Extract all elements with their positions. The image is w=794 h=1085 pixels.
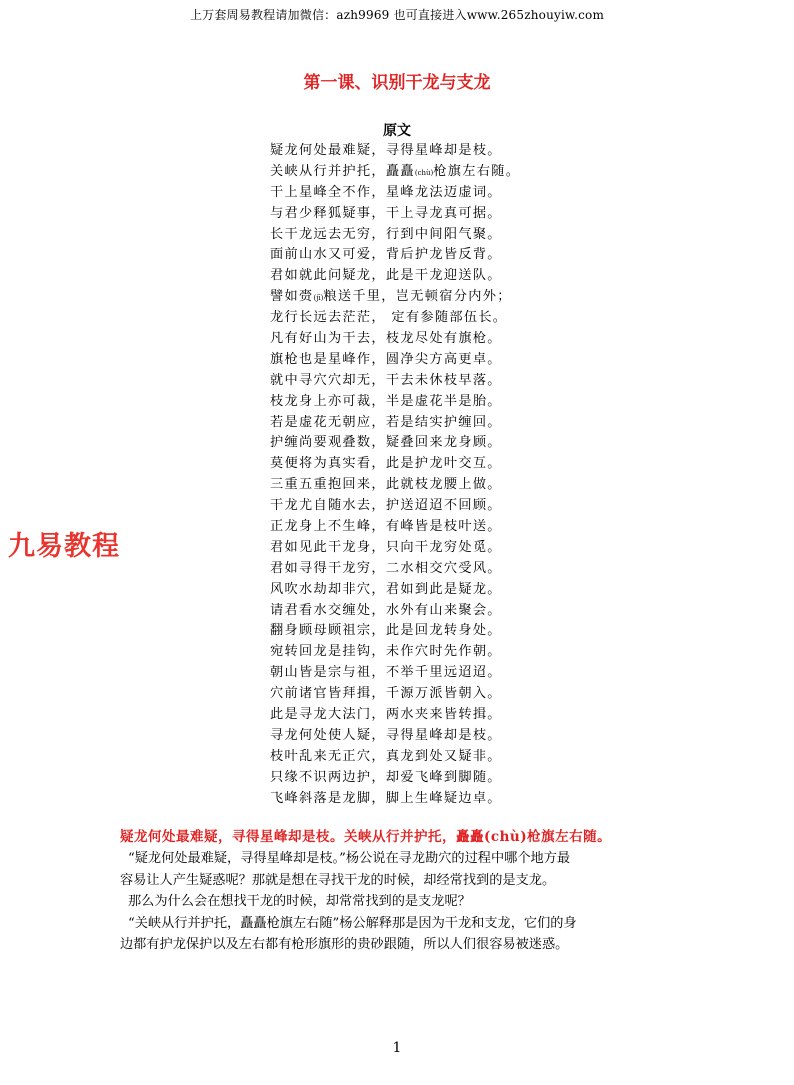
poem-line: 旗枪也是星峰作，圆净尖方高更卓。 [270,351,502,367]
watermark-logo: 九易教程 [8,531,120,562]
poem-text [270,141,520,810]
poem-line: 莫便将为真实看，此是护龙叶交互。 [270,456,502,472]
poem-line: 干龙尤自随水去，护送迢迢不回顾。 [270,498,502,514]
page-number: 1 [392,1040,402,1056]
poem-line-text: 粮送千里，岂无顿宿分内外； [323,289,512,305]
commentary-paragraph: “疑龙何处最难疑，寻得星峰却是枝。”杨公说在寻龙勘穴的过程中哪个地方最 [128,851,571,866]
poem-line [270,287,520,308]
poem-line: 朝山皆是宗与祖，不举千里远迢迢。 [270,665,502,681]
poem-line: 护缠尚要观叠数，疑叠回来龙身顾。 [270,435,502,451]
poem-line: 枝叶乱来无正穴，真龙到处又疑非。 [270,748,502,764]
poem-line: 请君看水交缠处，水外有山来聚会。 [270,602,502,618]
poem-line: 就中寻穴穴却无，干去未休枝早落。 [270,372,502,388]
poem-line: 三重五重抱回来，此就枝龙腰上做。 [270,477,502,493]
poem-line: 面前山水又可爱，背后护龙皆反背。 [270,247,502,263]
poem-line-text: 譬如赍 [270,289,314,305]
poem-line: 疑龙何处最难疑，寻得星峰却是枝。 [270,143,502,158]
poem-line-text: 枪旗左右随。 [433,163,521,179]
poem-line: 寻龙何处使人疑，寻得星峰却是枝。 [270,727,502,743]
commentary-heading: 疑龙何处最难疑，寻得星峰却是枝。关峡从行并护托，矗矗(chù)枪旗左右随。 [120,829,612,845]
poem-line: 穴前诸官皆拜揖，千源万派皆朝入。 [270,686,502,702]
commentary-paragraph: 那么为什么会在想找干龙的时候，却常常找到的是支龙呢？ [128,894,471,909]
poem-line: 与君少释狐疑事，干上寻龙真可据。 [270,205,502,221]
poem-line: 此是寻龙大法门，两水夹来皆转揖。 [270,707,502,723]
poem-line: 风吹水劫却非穴，君如到此是疑龙。 [270,581,502,597]
poem-line: 君如寻得干龙穷，二水相交穴受风。 [270,560,502,576]
poem-line: 宛转回龙是挂钩，未作穴时先作朝。 [270,644,502,660]
poem-line: 君如见此干龙身，只向干龙穷处觅。 [270,539,502,555]
poem-line: 龙行长远去茫茫， 定有参随部伍长。 [270,310,508,326]
poem-line: 飞峰斜落是龙脚，脚上生峰疑边卓。 [270,790,502,806]
poem-line [270,162,520,183]
pinyin-annotation: (chù) [414,168,434,177]
commentary-paragraph-cont: 容易让人产生疑惑呢？那就是想在寻找干龙的时候，却经常找到的是支龙。 [120,872,556,888]
section-subtitle: 原文 [383,123,411,139]
commentary-paragraph: “关峡从行并护托，矗矗枪旗左右随”杨公解释那是因为干龙和支龙，它们的身 [128,915,577,931]
lesson-title: 第一课、识别干龙与支龙 [303,73,491,93]
poem-line: 翻身顾母顾祖宗，此是回龙转身处。 [270,623,502,639]
commentary-paragraph-cont: 边都有护龙保护以及左右都有枪形旗形的贵砂跟随，所以人们很容易被迷惑。 [120,937,569,952]
commentary-section [120,826,690,956]
pinyin-annotation: (jī) [313,294,324,303]
page-header: 上万套周易教程请加微信：azh9969 也可直接进入www.265zhouyiw.com [189,8,605,22]
poem-line: 枝龙身上亦可裁，半是虚花半是胎。 [270,393,502,409]
poem-line: 长干龙远去无穷，行到中间阳气聚。 [270,226,502,242]
poem-line: 君如就此问疑龙，此是干龙迎送队。 [270,268,502,284]
poem-line: 凡有好山为干去，枝龙尽处有旗枪。 [270,331,502,347]
poem-line: 正龙身上不生峰，有峰皆是枝叶送。 [270,519,502,535]
poem-line: 干上星峰全不作，星峰龙法迈虚词。 [270,184,502,200]
poem-line-text: 关峡从行并护托，矗矗 [270,163,415,179]
poem-line: 只缘不识两边护，却爱飞峰到脚随。 [270,769,502,785]
poem-line: 若是虚花无朝应，若是结实护缠回。 [270,414,502,430]
